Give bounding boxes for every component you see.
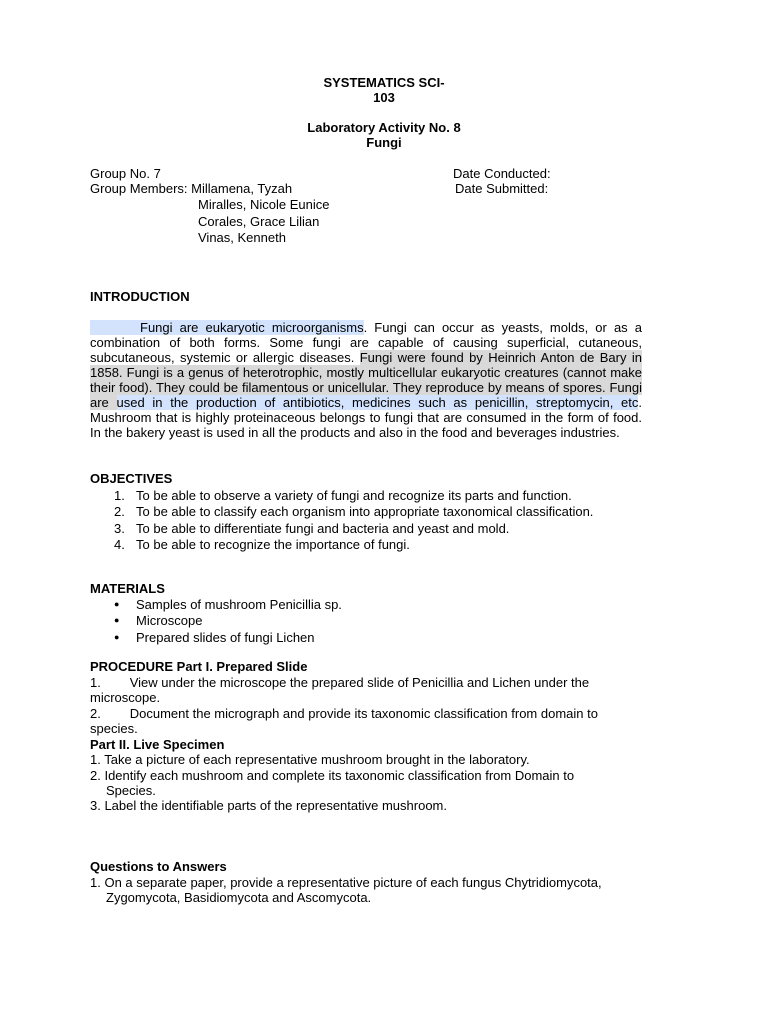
procedure-step: 3. Label the identifiable parts of the representative mushroom. bbox=[90, 798, 447, 813]
objective-text: To be able to recognize the importance of fungi. bbox=[136, 536, 410, 552]
group-member: Vinas, Kenneth bbox=[198, 230, 286, 245]
group-number: Group No. 7 bbox=[90, 166, 161, 181]
introduction-heading: INTRODUCTION bbox=[90, 289, 190, 304]
group-member: Miralles, Nicole Eunice bbox=[198, 197, 330, 212]
activity-title: Laboratory Activity No. 8 bbox=[307, 120, 461, 135]
highlighted-text: Fungi are eukaryotic microorganisms bbox=[90, 320, 364, 335]
bullet-icon: ● bbox=[114, 599, 120, 609]
procedure-step: 2. Identify each mushroom and complete its taxonomic classification from Domain to Species. bbox=[90, 768, 575, 798]
questions-heading: Questions to Answers bbox=[90, 859, 227, 874]
objective-text: To be able to differentiate fungi and bacteria and yeast and mold. bbox=[136, 520, 510, 536]
intro-text: . Fungi can occur as yeasts, molds, or as a combination of both forms. Some fungi are capable of causing superficial, cutaneous, subcutaneous, systemic or allergic diseases. bbox=[90, 320, 642, 365]
date-submitted: Date Submitted: bbox=[455, 181, 549, 196]
bullet-icon: ● bbox=[114, 631, 120, 642]
course-title: SYSTEMATICS SCI- bbox=[323, 75, 445, 90]
question-item: 1. On a separate paper, provide a representative picture of each fungus Chytridiomycota, Zygomycota, Basidiomycota and Ascomycota. bbox=[90, 875, 602, 905]
bullet-icon: ● bbox=[114, 615, 120, 626]
procedure-heading: PROCEDURE Part I. Prepared Slide bbox=[90, 659, 308, 674]
objectives-heading: OBJECTIVES bbox=[90, 471, 173, 486]
topic-title: Fungi bbox=[366, 135, 402, 150]
intro-text: . Mushroom that is highly proteinaceous belongs to fungi that are consumed in the form of food. In the bakery yeast is used in all the products and also in the food and beverages industries. bbox=[90, 395, 642, 440]
materials-heading: MATERIALS bbox=[90, 581, 165, 596]
material-text: Microscope bbox=[136, 613, 203, 629]
objective-text: To be able to observe a variety of fungi and recognize its parts and function. bbox=[136, 488, 572, 503]
objective-text: To be able to classify each organism into appropriate taxonomical classification. bbox=[136, 504, 594, 520]
procedure-step: 2. Document the micrograph and provide its taxonomic classification from domain to species. bbox=[90, 706, 602, 736]
highlighted-text: used in the production of antibiotics, medicines such as penicillin, streptomycin, etc bbox=[116, 395, 639, 410]
group-member: Corales, Grace Lilian bbox=[198, 214, 320, 229]
highlighted-text: Fungi were found by Heinrich Anton de Bary in 1858. Fungi is a genus of heterotrophic, mostly multicellular eukaryotic creatures (cannot make their food). They could be filamentous or unicellular. They reproduce by means of spores. Fungi are bbox=[90, 350, 642, 410]
date-conducted: Date Conducted: bbox=[453, 166, 551, 181]
procedure-step: 1. View under the microscope the prepared slide of Penicillia and Lichen under the microscope. bbox=[90, 675, 593, 705]
introduction-paragraph bbox=[90, 320, 642, 440]
group-members-label: Group Members: Millamena, Tyzah bbox=[90, 181, 293, 196]
part2-heading: Part II. Live Specimen bbox=[90, 737, 225, 752]
procedure-step: 1. Take a picture of each representative mushroom brought in the laboratory. bbox=[90, 752, 530, 767]
material-text: Samples of mushroom Penicillia sp. bbox=[136, 597, 342, 612]
material-text: Prepared slides of fungi Lichen bbox=[136, 629, 315, 645]
course-number: 103 bbox=[373, 90, 395, 105]
